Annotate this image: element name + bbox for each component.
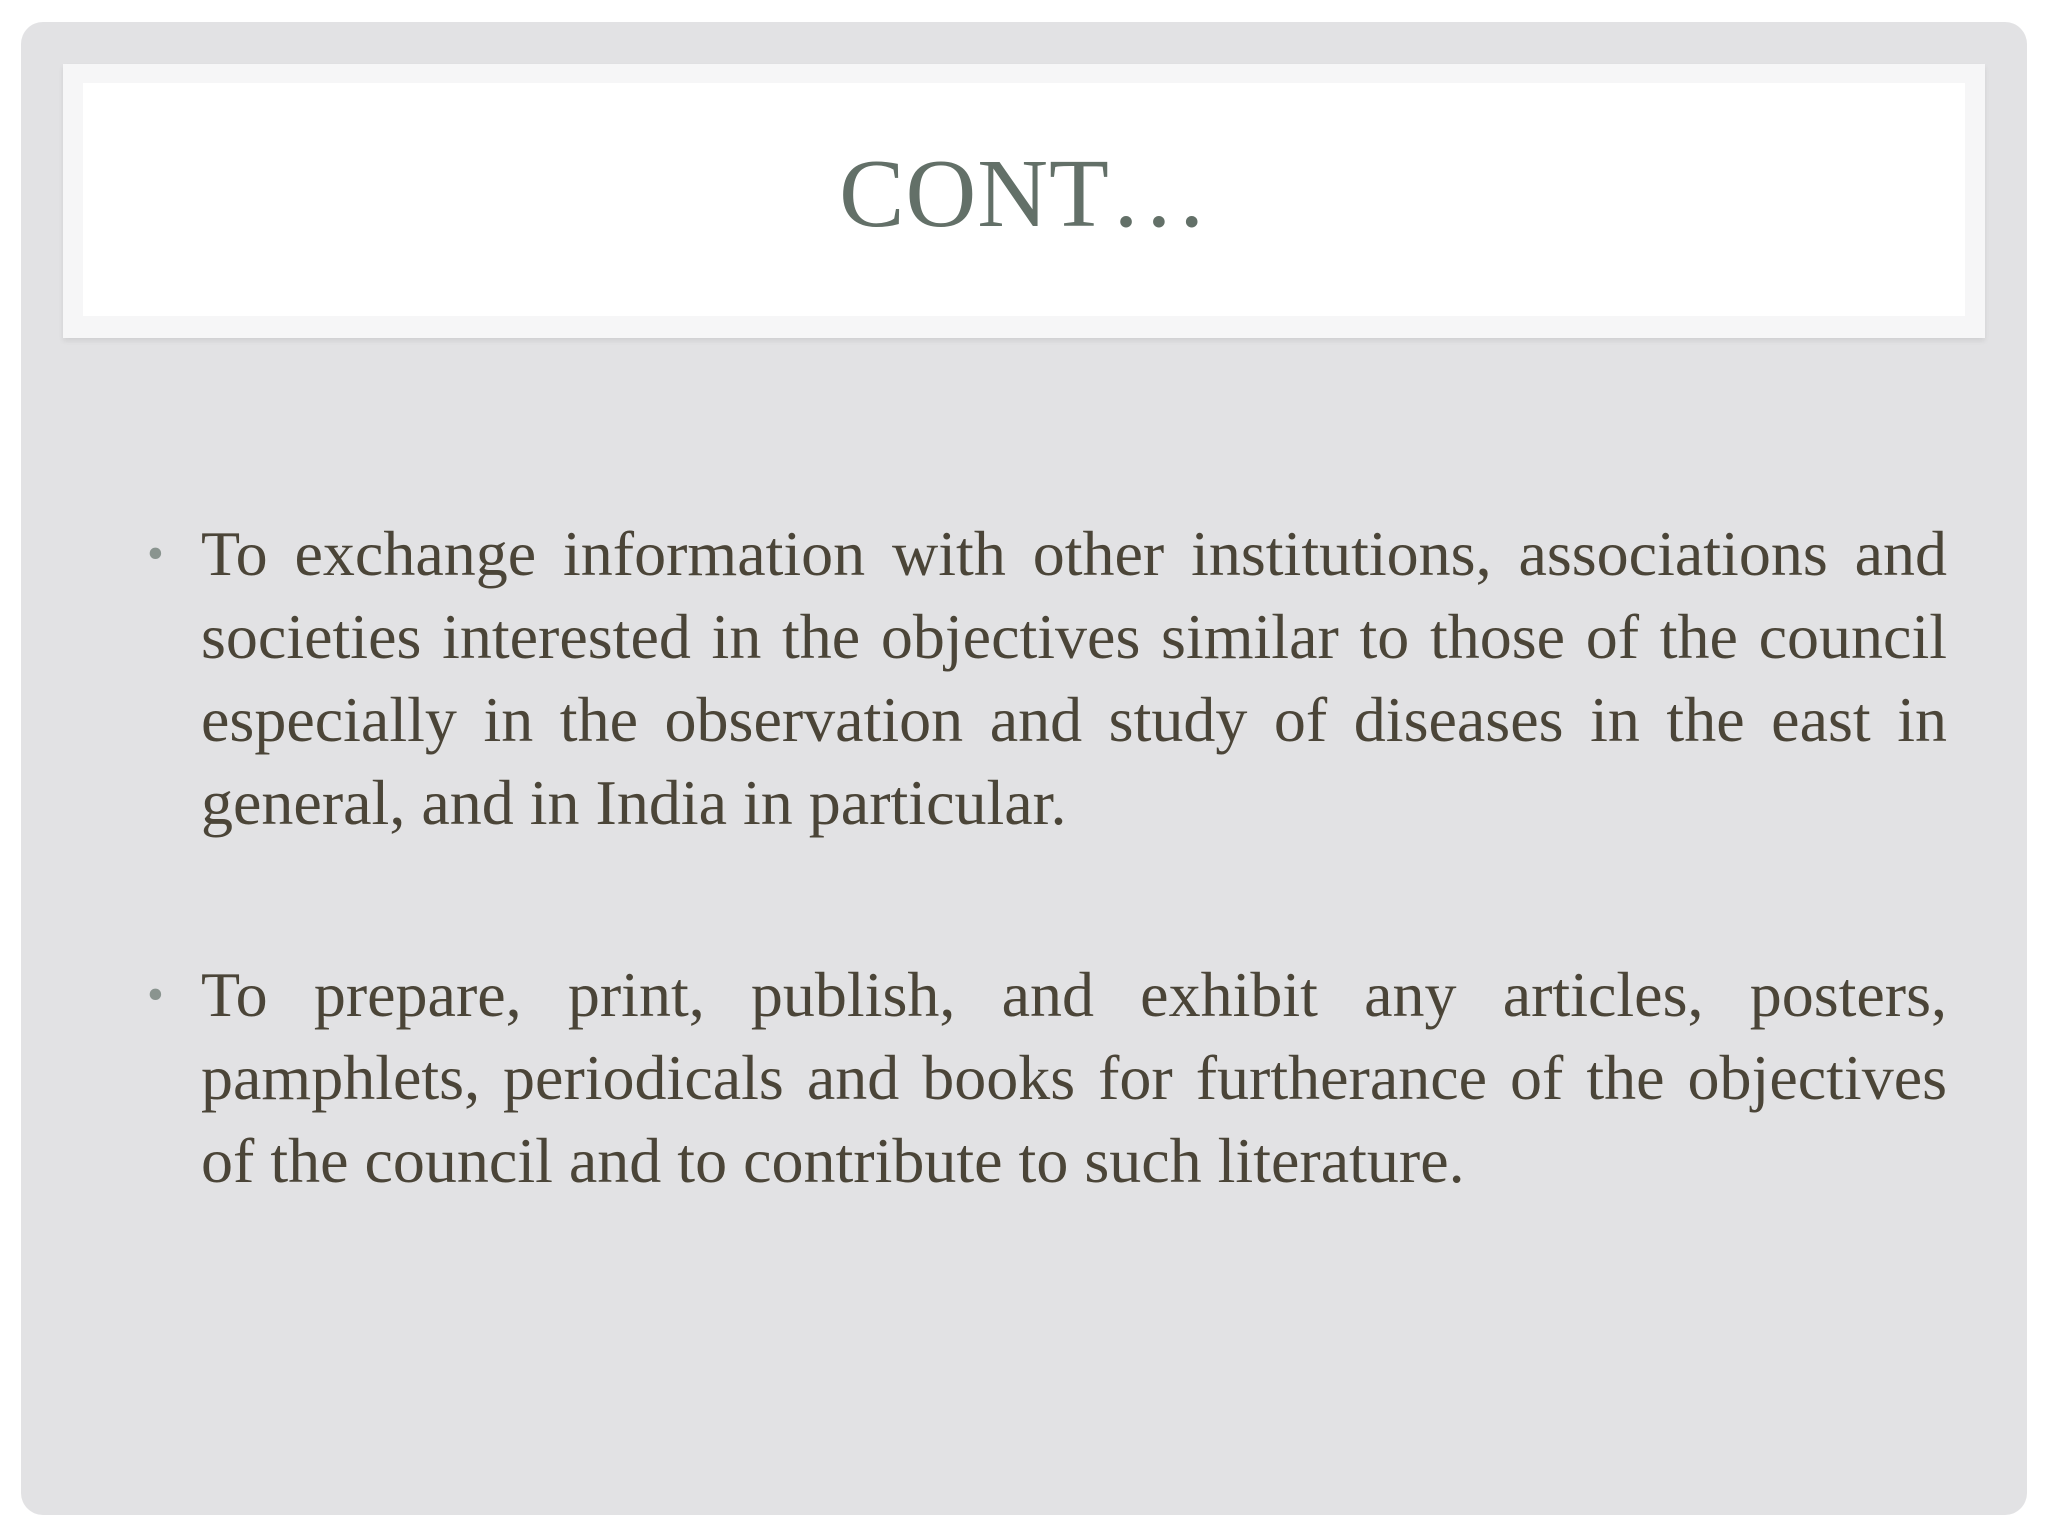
bullet-item	[147, 512, 1947, 844]
bullet-list	[147, 512, 1947, 1202]
bullet-text: To exchange information with other institutions, associations and societies interested in the objectives similar to those of the council especially in the observation and study of diseases in the east in general, and in India in particular.	[201, 518, 1947, 838]
slide	[21, 22, 2027, 1515]
title-panel	[83, 83, 1965, 316]
bullet-item	[147, 953, 1947, 1202]
slide-title: CONT…	[839, 139, 1209, 248]
bullet-icon: •	[147, 968, 164, 1021]
title-box	[63, 64, 1985, 338]
bullet-icon: •	[147, 527, 164, 580]
bullet-text: To prepare, print, publish, and exhibit any articles, posters, pamphlets, periodicals and books for furtherance of the objectives of the council and to contribute to such literature.	[201, 959, 1947, 1196]
